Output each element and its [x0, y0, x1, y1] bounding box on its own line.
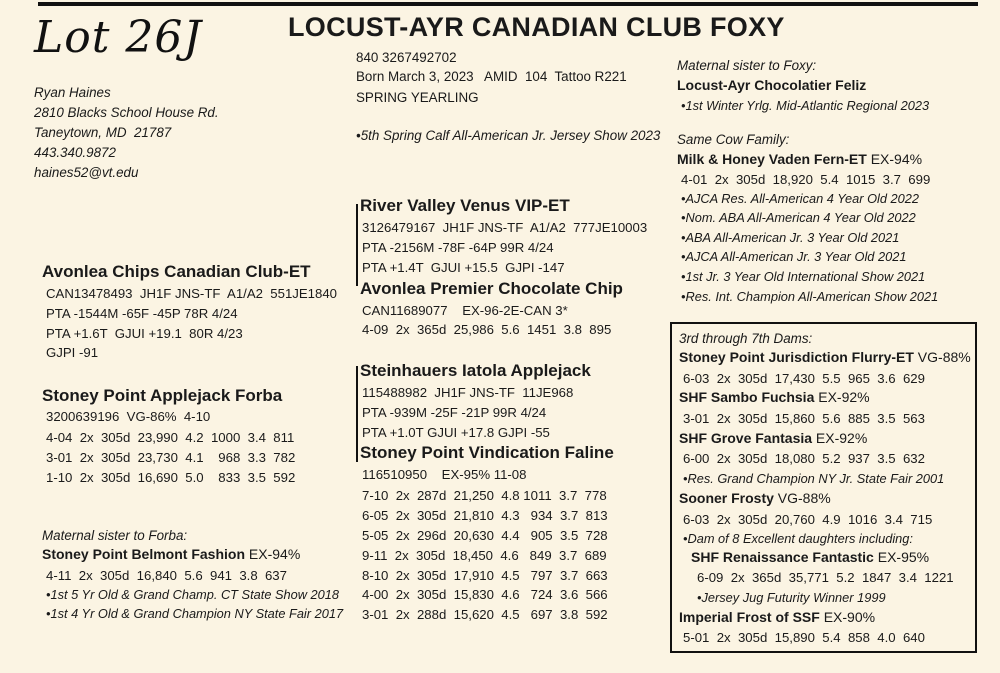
sire-dam-name: Avonlea Premier Chocolate Chip	[360, 279, 623, 298]
dam-name: Stoney Point Applejack Forba	[42, 386, 283, 405]
cow-family-award: •AJCA All-American Jr. 3 Year Old 2021	[681, 249, 907, 264]
seventh-dam-heading	[679, 608, 875, 627]
sire-sire-name: River Valley Venus VIP-ET	[360, 196, 570, 215]
dam-dam-name: Stoney Point Vindication Faline	[360, 443, 614, 462]
foxy-sister-award: •1st Winter Yrlg. Mid-Atlantic Regional 2023	[681, 98, 930, 113]
sixth-dam-name: Sooner Frosty	[679, 490, 774, 506]
dam-dam-record: 4-00 2x 305d 15,830 4.6 724 3.6 566	[362, 587, 608, 602]
dam-sire-line: 115488982 JH1F JNS-TF 11JE968	[362, 385, 574, 400]
dams-box-label: 3rd through 7th Dams:	[679, 331, 813, 346]
owner-email[interactable]: haines52@vt.edu	[34, 165, 139, 180]
cow-family-record: 4-01 2x 305d 18,920 5.4 1015 3.7 699	[681, 172, 931, 187]
third-dam-heading	[679, 348, 971, 367]
pedigree-bracket	[356, 366, 358, 462]
cow-family-award: •ABA All-American Jr. 3 Year Old 2021	[681, 230, 900, 245]
third-dam-record: 6-03 2x 305d 17,430 5.5 965 3.6 629	[683, 371, 925, 386]
dam-record: 1-10 2x 305d 16,690 5.0 833 3.5 592	[46, 470, 296, 485]
forba-sister-award: •1st 5 Yr Old & Grand Champ. CT State Show 2018	[46, 587, 340, 602]
top-rule	[38, 2, 978, 6]
animal-award: •5th Spring Calf All-American Jr. Jersey Show 2023	[356, 128, 661, 143]
lot-number: Lot 26J	[34, 12, 203, 63]
daughter-heading	[691, 548, 929, 567]
dam-dam-record: 3-01 2x 288d 15,620 4.5 697 3.8 592	[362, 607, 608, 622]
sire-line: PTA -1544M -65F -45P 78R 4/24	[46, 306, 238, 321]
dam-dam-record: 9-11 2x 305d 18,450 4.6 849 3.7 689	[362, 548, 607, 563]
sixth-dam-note: •Dam of 8 Excellent daughters including:	[683, 531, 913, 546]
fourth-dam-class: EX-92%	[814, 389, 870, 405]
owner-name: Ryan Haines	[34, 85, 111, 100]
sixth-dam-record: 6-03 2x 305d 20,760 4.9 1016 3.4 715	[683, 512, 933, 527]
fourth-dam-heading	[679, 388, 870, 407]
dam-dam-record: 5-05 2x 296d 20,630 4.4 905 3.5 728	[362, 528, 608, 543]
fourth-dam-name: SHF Sambo Fuchsia	[679, 389, 815, 405]
sire-name: Avonlea Chips Canadian Club-ET	[42, 262, 311, 281]
sire-line: PTA +1.6T GJUI +19.1 80R 4/23	[46, 326, 243, 341]
sixth-dam-heading	[679, 489, 831, 508]
cow-family-award: •1st Jr. 3 Year Old International Show 2021	[681, 269, 926, 284]
seventh-dam-record: 5-01 2x 305d 15,890 5.4 858 4.0 640	[683, 630, 925, 645]
third-dam-class: VG-88%	[913, 349, 971, 365]
sire-sire-line: 3126479167 JH1F JNS-TF A1/A2 777JE10003	[362, 220, 648, 235]
sixth-dam-class: VG-88%	[773, 490, 831, 506]
cow-family-heading	[677, 150, 922, 169]
sire-line: GJPI -91	[46, 345, 99, 360]
dam-sire-name: Steinhauers Iatola Applejack	[360, 361, 591, 380]
forba-sister-name: Stoney Point Belmont Fashion	[42, 546, 246, 562]
fifth-dam-heading	[679, 429, 867, 448]
fifth-dam-class: EX-92%	[812, 430, 868, 446]
sire-line: CAN13478493 JH1F JNS-TF A1/A2 551JE1840	[46, 286, 338, 301]
cow-family-label: Same Cow Family:	[677, 132, 790, 147]
animal-birth: Born March 3, 2023 AMID 104 Tattoo R221	[356, 69, 627, 84]
forba-sister-class: EX-94%	[245, 546, 301, 562]
fifth-dam-record: 6-00 2x 305d 18,080 5.2 937 3.5 632	[683, 451, 925, 466]
animal-id: 840 3267492702	[356, 50, 457, 65]
dam-dam-record: 8-10 2x 305d 17,910 4.5 797 3.7 663	[362, 568, 608, 583]
cow-family-class: EX-94%	[866, 151, 923, 167]
forba-sister-award: •1st 4 Yr Old & Grand Champion NY State Fair 2017	[46, 606, 344, 621]
foxy-sister-label: Maternal sister to Foxy:	[677, 58, 817, 73]
cow-family-award: •Res. Int. Champion All-American Show 2021	[681, 289, 939, 304]
owner-address: 2810 Blacks School House Rd.	[34, 105, 219, 120]
cow-family-award: •AJCA Res. All-American 4 Year Old 2022	[681, 191, 920, 206]
cow-family-name: Milk & Honey Vaden Fern-ET	[677, 151, 867, 167]
dam-sire-line: PTA -939M -25F -21P 99R 4/24	[362, 405, 547, 420]
owner-phone: 443.340.9872	[34, 145, 116, 160]
cow-family-award: •Nom. ABA All-American 4 Year Old 2022	[681, 210, 916, 225]
foxy-sister-name: Locust-Ayr Chocolatier Feliz	[677, 77, 867, 93]
forba-sister-label: Maternal sister to Forba:	[42, 528, 188, 543]
sire-dam-line: 4-09 2x 365d 25,986 5.6 1451 3.8 895	[362, 322, 612, 337]
sire-sire-line: PTA -2156M -78F -64P 99R 4/24	[362, 240, 554, 255]
sire-dam-line: CAN11689077 EX-96-2E-CAN 3*	[362, 303, 568, 318]
pedigree-bracket	[356, 204, 358, 286]
sire-sire-line: PTA +1.4T GJUI +15.5 GJPI -147	[362, 260, 565, 275]
daughter-award: •Jersey Jug Futurity Winner 1999	[697, 590, 886, 605]
dam-id: 3200639196 VG-86% 4-10	[46, 409, 211, 424]
daughter-class: EX-95%	[873, 549, 930, 565]
forba-sister-record: 4-11 2x 305d 16,840 5.6 941 3.8 637	[46, 568, 287, 583]
animal-class: SPRING YEARLING	[356, 90, 479, 105]
fifth-dam-name: SHF Grove Fantasia	[679, 430, 813, 446]
dam-dam-id: 116510950 EX-95% 11-08	[362, 467, 527, 482]
fourth-dam-record: 3-01 2x 305d 15,860 5.6 885 3.5 563	[683, 411, 925, 426]
daughter-record: 6-09 2x 365d 35,771 5.2 1847 3.4 1221	[697, 570, 954, 585]
dam-dam-record: 7-10 2x 287d 21,250 4.8 1011 3.7 778	[362, 488, 607, 503]
dam-sire-line: PTA +1.0T GJUI +17.8 GJPI -55	[362, 425, 550, 440]
dam-record: 3-01 2x 305d 23,730 4.1 968 3.3 782	[46, 450, 296, 465]
forba-sister-heading	[42, 545, 300, 564]
owner-city: Taneytown, MD 21787	[34, 125, 172, 140]
daughter-name: SHF Renaissance Fantastic	[691, 549, 874, 565]
dam-record: 4-04 2x 305d 23,990 4.2 1000 3.4 811	[46, 430, 295, 445]
seventh-dam-name: Imperial Frost of SSF	[679, 609, 820, 625]
seventh-dam-class: EX-90%	[819, 609, 876, 625]
dam-dam-record: 6-05 2x 305d 21,810 4.3 934 3.7 813	[362, 508, 608, 523]
fifth-dam-award: •Res. Grand Champion NY Jr. State Fair 2001	[683, 471, 945, 486]
page-title: LOCUST-AYR CANADIAN CLUB FOXY	[288, 12, 785, 42]
third-dam-name: Stoney Point Jurisdiction Flurry-ET	[679, 349, 914, 365]
